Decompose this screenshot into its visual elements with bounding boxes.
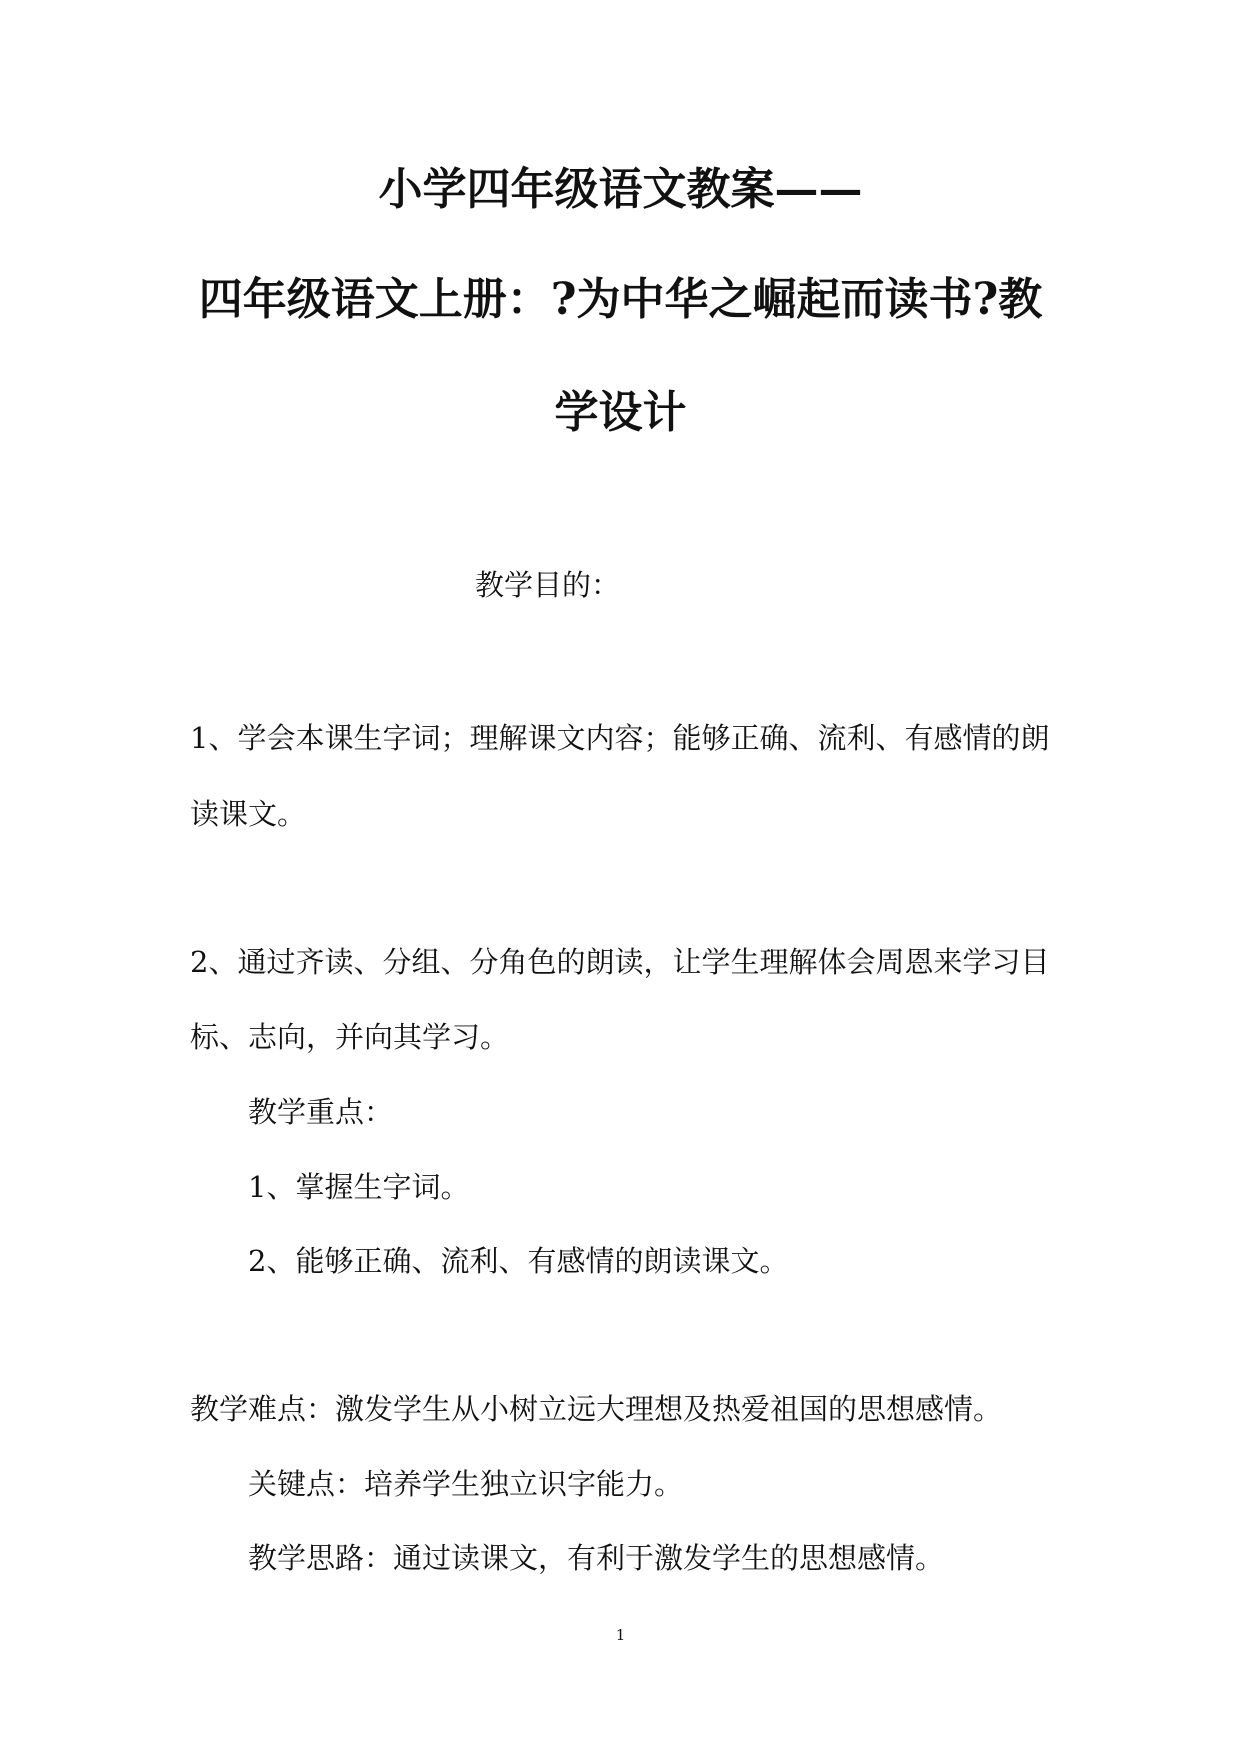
objective-1-line-2: 读课文。	[190, 797, 307, 831]
page-number: 1	[615, 1626, 626, 1644]
teaching-difficulty: 教学难点：激发学生从小树立远大理想及热爱祖国的思想感情。	[190, 1392, 1003, 1426]
title-line-2: 四年级语文上册：?为中华之崛起而读书?教	[198, 274, 1043, 325]
teaching-approach: 教学思路：通过读课文，有利于激发学生的思想感情。	[248, 1541, 945, 1575]
title-line-1: 小学四年级语文教案——	[378, 164, 863, 215]
objective-1-line-1: 1、学会本课生字词；理解课文内容；能够正确、流利、有感情的朗	[190, 721, 1050, 755]
key-point-2: 2、能够正确、流利、有感情的朗读课文。	[248, 1244, 789, 1278]
title-line-3: 学设计	[554, 387, 687, 438]
objectives-heading: 教学目的：	[475, 568, 621, 602]
key-focus: 关键点：培养学生独立识字能力。	[248, 1467, 684, 1501]
key-points-heading: 教学重点：	[248, 1095, 394, 1129]
objective-2-line-1: 2、通过齐读、分组、分角色的朗读，让学生理解体会周恩来学习目	[190, 945, 1050, 979]
objective-2-line-2: 标、志向，并向其学习。	[190, 1020, 510, 1054]
key-point-1: 1、掌握生字词。	[248, 1170, 470, 1204]
